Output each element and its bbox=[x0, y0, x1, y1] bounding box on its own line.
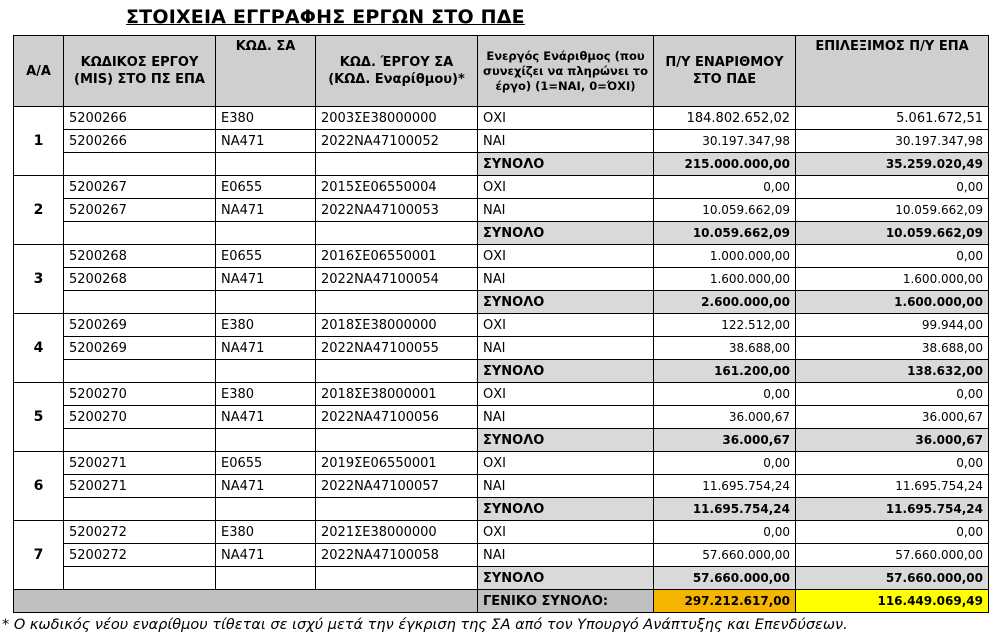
project-code-cell: 2022ΝΑ47100056 bbox=[316, 406, 478, 429]
empty-cell bbox=[64, 222, 216, 245]
row-number: 1 bbox=[14, 107, 64, 176]
empty-cell bbox=[316, 291, 478, 314]
budget-pde-cell: 30.197.347,98 bbox=[654, 130, 796, 153]
active-cell: ΝΑΙ bbox=[478, 544, 654, 567]
table-row bbox=[14, 199, 989, 222]
budget-pde-cell: 11.695.754,24 bbox=[654, 475, 796, 498]
subtotal-epa: 138.632,00 bbox=[796, 360, 989, 383]
mis-code-cell: 5200267 bbox=[64, 176, 216, 199]
active-cell: ΟΧΙ bbox=[478, 245, 654, 268]
table-row bbox=[14, 475, 989, 498]
active-cell: ΟΧΙ bbox=[478, 176, 654, 199]
table-row bbox=[14, 245, 989, 268]
header-row bbox=[14, 36, 989, 107]
budget-epa-cell: 99.944,00 bbox=[796, 314, 989, 337]
project-code-cell: 2018ΣΕ38000000 bbox=[316, 314, 478, 337]
table-row bbox=[14, 452, 989, 475]
row-number: 4 bbox=[14, 314, 64, 383]
empty-cell bbox=[216, 567, 316, 590]
sa-code-cell: ΝΑ471 bbox=[216, 475, 316, 498]
mis-code-cell: 5200270 bbox=[64, 383, 216, 406]
mis-code-cell: 5200268 bbox=[64, 268, 216, 291]
active-cell: ΟΧΙ bbox=[478, 452, 654, 475]
mis-code-cell: 5200270 bbox=[64, 406, 216, 429]
table-row bbox=[14, 383, 989, 406]
subtotal-label: ΣΥΝΟΛΟ bbox=[478, 360, 654, 383]
subtotal-pde: 11.695.754,24 bbox=[654, 498, 796, 521]
empty-cell bbox=[64, 567, 216, 590]
row-number: 7 bbox=[14, 521, 64, 590]
budget-pde-cell: 10.059.662,09 bbox=[654, 199, 796, 222]
empty-cell bbox=[216, 429, 316, 452]
row-number: 3 bbox=[14, 245, 64, 314]
subtotal-pde: 36.000,67 bbox=[654, 429, 796, 452]
active-cell: ΝΑΙ bbox=[478, 337, 654, 360]
budget-pde-cell: 0,00 bbox=[654, 383, 796, 406]
grand-total-filler bbox=[14, 590, 478, 613]
sa-code-cell: ΝΑ471 bbox=[216, 199, 316, 222]
project-code-cell: 2003ΣΕ38000000 bbox=[316, 107, 478, 130]
sa-code-cell: Ε0655 bbox=[216, 245, 316, 268]
grand-total-row bbox=[14, 590, 989, 613]
projects-table bbox=[13, 35, 989, 613]
empty-cell bbox=[316, 429, 478, 452]
subtotal-pde: 2.600.000,00 bbox=[654, 291, 796, 314]
subtotal-epa: 10.059.662,09 bbox=[796, 222, 989, 245]
project-code-cell: 2022ΝΑ47100053 bbox=[316, 199, 478, 222]
budget-epa-cell: 0,00 bbox=[796, 452, 989, 475]
empty-cell bbox=[316, 498, 478, 521]
mis-code-cell: 5200267 bbox=[64, 199, 216, 222]
subtotal-label: ΣΥΝΟΛΟ bbox=[478, 222, 654, 245]
project-code-cell: 2022ΝΑ47100058 bbox=[316, 544, 478, 567]
empty-cell bbox=[64, 153, 216, 176]
subtotal-row bbox=[14, 567, 989, 590]
project-code-cell: 2019ΣΕ06550001 bbox=[316, 452, 478, 475]
empty-cell bbox=[64, 360, 216, 383]
subtotal-epa: 35.259.020,49 bbox=[796, 153, 989, 176]
active-cell: ΟΧΙ bbox=[478, 383, 654, 406]
empty-cell bbox=[64, 429, 216, 452]
sa-code-cell: ΝΑ471 bbox=[216, 268, 316, 291]
table-row bbox=[14, 337, 989, 360]
active-cell: ΝΑΙ bbox=[478, 130, 654, 153]
empty-cell bbox=[316, 222, 478, 245]
subtotal-label: ΣΥΝΟΛΟ bbox=[478, 567, 654, 590]
budget-epa-cell: 10.059.662,09 bbox=[796, 199, 989, 222]
row-number: 6 bbox=[14, 452, 64, 521]
grand-total-label: ΓΕΝΙΚΟ ΣΥΝΟΛΟ: bbox=[478, 590, 654, 613]
mis-code-cell: 5200268 bbox=[64, 245, 216, 268]
table-row bbox=[14, 314, 989, 337]
subtotal-epa: 36.000,67 bbox=[796, 429, 989, 452]
mis-code-cell: 5200271 bbox=[64, 475, 216, 498]
active-cell: ΟΧΙ bbox=[478, 521, 654, 544]
budget-epa-cell: 0,00 bbox=[796, 245, 989, 268]
header-mis: ΚΩΔΙΚΟΣ ΕΡΓΟΥ (MIS) ΣΤΟ ΠΣ ΕΠΑ bbox=[64, 36, 216, 107]
mis-code-cell: 5200269 bbox=[64, 337, 216, 360]
page-title: ΣΤΟΙΧΕΙΑ ΕΓΓΡΑΦΗΣ ΕΡΓΩΝ ΣΤΟ ΠΔΕ bbox=[126, 6, 525, 28]
budget-pde-cell: 0,00 bbox=[654, 521, 796, 544]
sa-code-cell: ΝΑ471 bbox=[216, 337, 316, 360]
mis-code-cell: 5200266 bbox=[64, 107, 216, 130]
mis-code-cell: 5200272 bbox=[64, 521, 216, 544]
empty-cell bbox=[316, 567, 478, 590]
subtotal-epa: 57.660.000,00 bbox=[796, 567, 989, 590]
project-code-cell: 2015ΣΕ06550004 bbox=[316, 176, 478, 199]
budget-pde-cell: 38.688,00 bbox=[654, 337, 796, 360]
empty-cell bbox=[216, 222, 316, 245]
table-row bbox=[14, 176, 989, 199]
header-aa: Α/Α bbox=[14, 36, 64, 107]
sa-code-cell: Ε0655 bbox=[216, 452, 316, 475]
empty-cell bbox=[216, 291, 316, 314]
grand-total-epa: 116.449.069,49 bbox=[796, 590, 989, 613]
table-row bbox=[14, 268, 989, 291]
subtotal-row bbox=[14, 498, 989, 521]
project-code-cell: 2022ΝΑ47100057 bbox=[316, 475, 478, 498]
budget-epa-cell: 38.688,00 bbox=[796, 337, 989, 360]
active-cell: ΝΑΙ bbox=[478, 475, 654, 498]
subtotal-label: ΣΥΝΟΛΟ bbox=[478, 429, 654, 452]
mis-code-cell: 5200271 bbox=[64, 452, 216, 475]
project-code-cell: 2022ΝΑ47100055 bbox=[316, 337, 478, 360]
subtotal-pde: 57.660.000,00 bbox=[654, 567, 796, 590]
subtotal-row bbox=[14, 291, 989, 314]
subtotal-label: ΣΥΝΟΛΟ bbox=[478, 291, 654, 314]
empty-cell bbox=[316, 360, 478, 383]
subtotal-pde: 215.000.000,00 bbox=[654, 153, 796, 176]
empty-cell bbox=[216, 153, 316, 176]
budget-epa-cell: 11.695.754,24 bbox=[796, 475, 989, 498]
project-code-cell: 2022ΝΑ47100052 bbox=[316, 130, 478, 153]
subtotal-row bbox=[14, 360, 989, 383]
sa-code-cell: Ε0655 bbox=[216, 176, 316, 199]
budget-epa-cell: 0,00 bbox=[796, 383, 989, 406]
empty-cell bbox=[64, 291, 216, 314]
budget-epa-cell: 30.197.347,98 bbox=[796, 130, 989, 153]
table-row bbox=[14, 107, 989, 130]
budget-epa-cell: 57.660.000,00 bbox=[796, 544, 989, 567]
header-py-enarithmou: Π/Υ ΕΝΑΡΙΘΜΟΥ ΣΤΟ ΠΔΕ bbox=[654, 36, 796, 107]
budget-pde-cell: 57.660.000,00 bbox=[654, 544, 796, 567]
subtotal-label: ΣΥΝΟΛΟ bbox=[478, 153, 654, 176]
header-py-epa: ΕΠΙΛΕΞΙΜΟΣ Π/Υ ΕΠΑ bbox=[796, 36, 989, 107]
table-row bbox=[14, 521, 989, 544]
header-sa: ΚΩΔ. ΣΑ bbox=[216, 36, 316, 107]
table-row bbox=[14, 544, 989, 567]
budget-pde-cell: 36.000,67 bbox=[654, 406, 796, 429]
project-code-cell: 2018ΣΕ38000001 bbox=[316, 383, 478, 406]
sa-code-cell: ΝΑ471 bbox=[216, 406, 316, 429]
subtotal-row bbox=[14, 429, 989, 452]
grand-total-pde: 297.212.617,00 bbox=[654, 590, 796, 613]
empty-cell bbox=[316, 153, 478, 176]
budget-pde-cell: 1.000.000,00 bbox=[654, 245, 796, 268]
sa-code-cell: Ε380 bbox=[216, 314, 316, 337]
sa-code-cell: Ε380 bbox=[216, 383, 316, 406]
row-number: 2 bbox=[14, 176, 64, 245]
footnote: * Ο κωδικός νέου εναρίθμου τίθεται σε ισχύ μετά την έγκριση της ΣΑ από τον Υπουργό Ανάπτυξης και Επενδύσεων. bbox=[2, 617, 848, 633]
budget-epa-cell: 5.061.672,51 bbox=[796, 107, 989, 130]
subtotal-row bbox=[14, 222, 989, 245]
active-cell: ΝΑΙ bbox=[478, 199, 654, 222]
sa-code-cell: ΝΑ471 bbox=[216, 130, 316, 153]
sa-code-cell: ΝΑ471 bbox=[216, 544, 316, 567]
project-code-cell: 2016ΣΕ06550001 bbox=[316, 245, 478, 268]
budget-epa-cell: 36.000,67 bbox=[796, 406, 989, 429]
empty-cell bbox=[216, 498, 316, 521]
budget-pde-cell: 0,00 bbox=[654, 176, 796, 199]
budget-epa-cell: 0,00 bbox=[796, 176, 989, 199]
subtotal-label: ΣΥΝΟΛΟ bbox=[478, 498, 654, 521]
row-number: 5 bbox=[14, 383, 64, 452]
project-code-cell: 2022ΝΑ47100054 bbox=[316, 268, 478, 291]
header-active: Ενεργός Ενάριθμος (που συνεχίζει να πληρώνει το έργο) (1=ΝΑΙ, 0=ΌΧΙ) bbox=[478, 36, 654, 107]
budget-pde-cell: 0,00 bbox=[654, 452, 796, 475]
active-cell: ΟΧΙ bbox=[478, 314, 654, 337]
subtotal-pde: 10.059.662,09 bbox=[654, 222, 796, 245]
active-cell: ΟΧΙ bbox=[478, 107, 654, 130]
mis-code-cell: 5200269 bbox=[64, 314, 216, 337]
budget-pde-cell: 1.600.000,00 bbox=[654, 268, 796, 291]
sa-code-cell: Ε380 bbox=[216, 107, 316, 130]
subtotal-pde: 161.200,00 bbox=[654, 360, 796, 383]
budget-pde-cell: 184.802.652,02 bbox=[654, 107, 796, 130]
mis-code-cell: 5200272 bbox=[64, 544, 216, 567]
active-cell: ΝΑΙ bbox=[478, 268, 654, 291]
table-row bbox=[14, 406, 989, 429]
empty-cell bbox=[64, 498, 216, 521]
header-ergou-sa: ΚΩΔ. ΈΡΓΟΥ ΣΑ (ΚΩΔ. Εναρίθμου)* bbox=[316, 36, 478, 107]
budget-epa-cell: 0,00 bbox=[796, 521, 989, 544]
budget-pde-cell: 122.512,00 bbox=[654, 314, 796, 337]
subtotal-epa: 1.600.000,00 bbox=[796, 291, 989, 314]
active-cell: ΝΑΙ bbox=[478, 406, 654, 429]
project-code-cell: 2021ΣΕ38000000 bbox=[316, 521, 478, 544]
subtotal-row bbox=[14, 153, 989, 176]
table-body bbox=[14, 107, 989, 613]
mis-code-cell: 5200266 bbox=[64, 130, 216, 153]
budget-epa-cell: 1.600.000,00 bbox=[796, 268, 989, 291]
table-row bbox=[14, 130, 989, 153]
sa-code-cell: Ε380 bbox=[216, 521, 316, 544]
subtotal-epa: 11.695.754,24 bbox=[796, 498, 989, 521]
empty-cell bbox=[216, 360, 316, 383]
